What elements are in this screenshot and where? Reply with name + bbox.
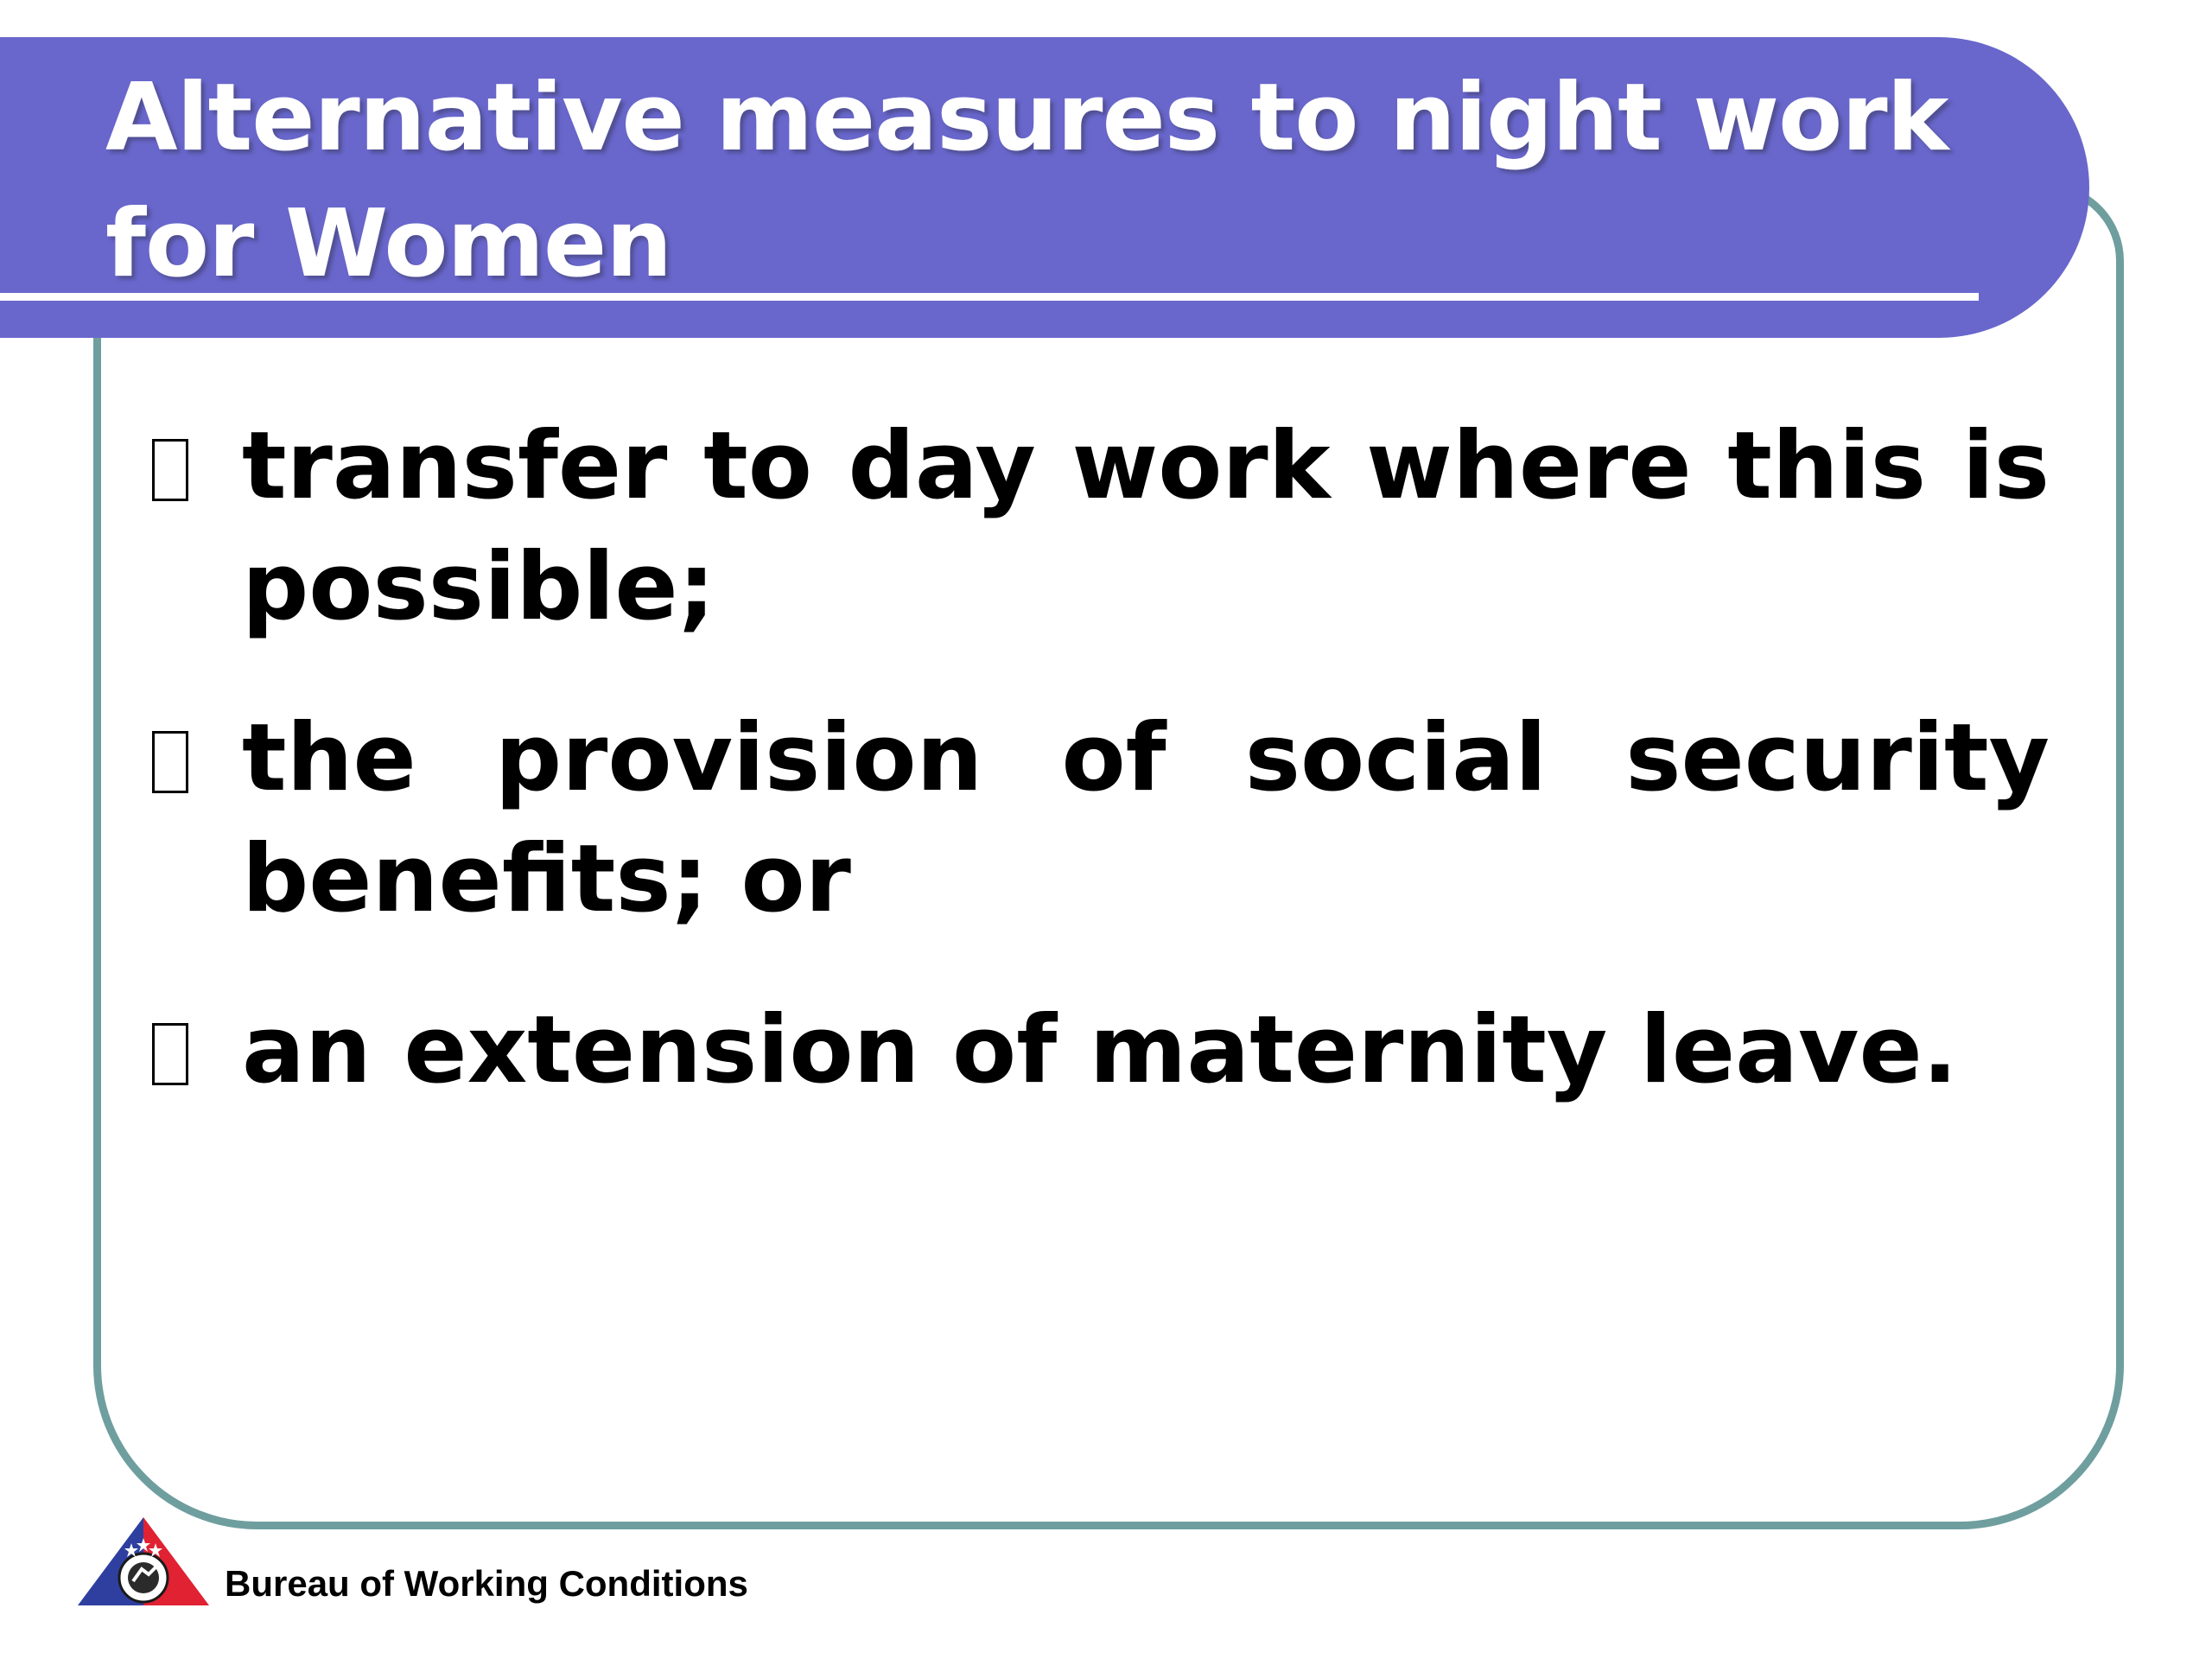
bullet-text: transfer to day work where this is possible; bbox=[242, 412, 2050, 641]
dole-triangle-logo-icon bbox=[74, 1514, 213, 1609]
bullet-list bbox=[149, 406, 2050, 1161]
bullet-text: an extension of maternity leave. bbox=[242, 996, 1958, 1104]
bullet-item bbox=[149, 406, 2050, 648]
bullet-text: the provision of social security benefits; or bbox=[242, 704, 2050, 933]
slide-title: Alternative measures to night work for Women bbox=[105, 64, 1948, 298]
bullet-item bbox=[149, 698, 2050, 940]
bullet-box-icon bbox=[152, 731, 188, 793]
bullet-item bbox=[149, 990, 2050, 1111]
footer-organization: Bureau of Working Conditions bbox=[225, 1563, 748, 1604]
bullet-box-icon bbox=[152, 1023, 188, 1085]
bullet-box-icon bbox=[152, 439, 188, 501]
